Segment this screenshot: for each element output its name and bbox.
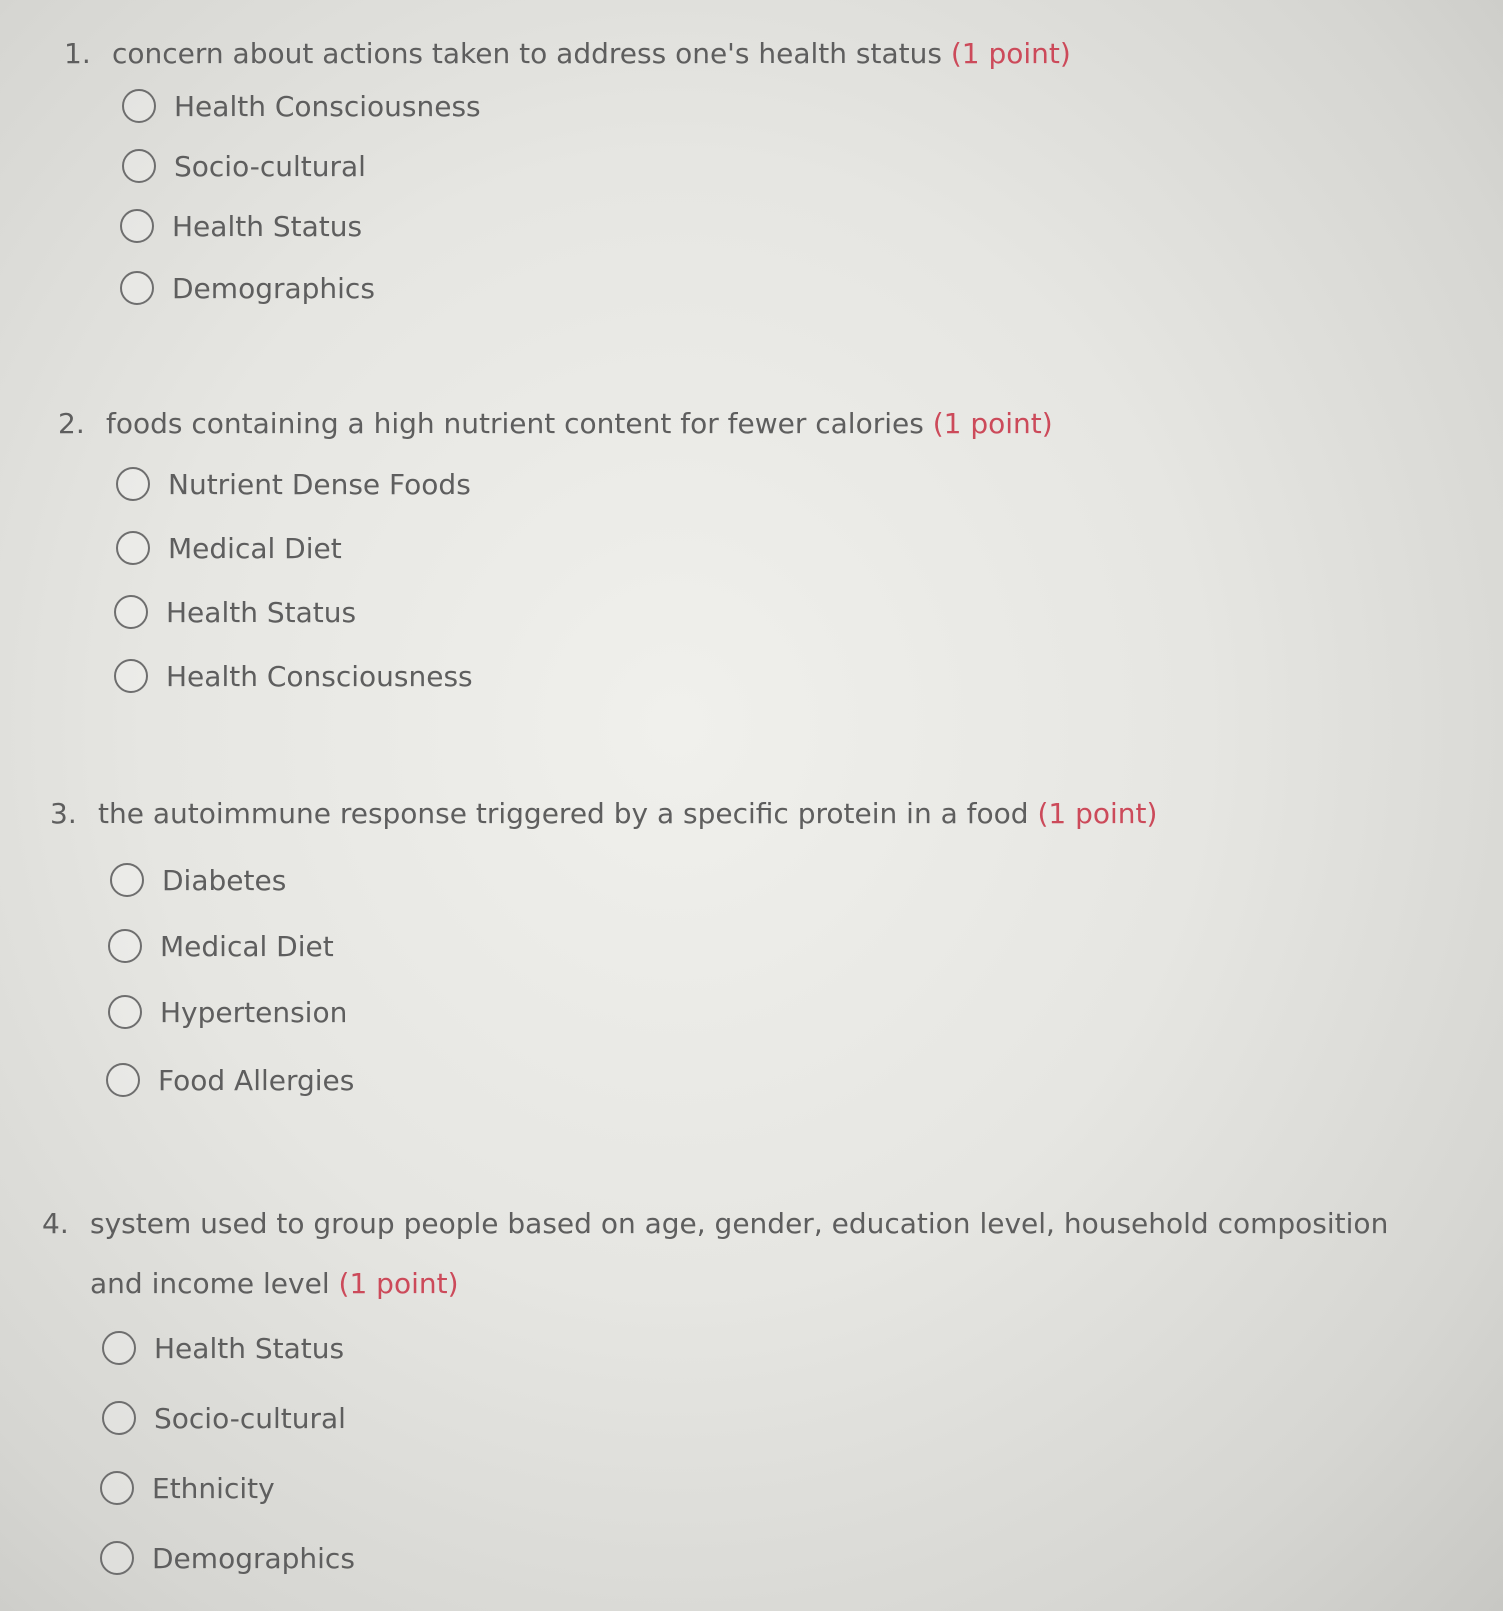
q4-option-health-status[interactable] <box>102 1326 344 1370</box>
option-label[interactable]: Ethnicity <box>152 1471 275 1505</box>
radio-button[interactable] <box>100 1541 134 1575</box>
option-label[interactable]: Health Status <box>154 1331 345 1365</box>
q2-option-health-consciousness[interactable] <box>114 654 473 698</box>
question-1-prompt <box>64 24 1071 84</box>
question-number: 2. <box>58 407 85 440</box>
q4-option-ethnicity[interactable] <box>100 1466 275 1510</box>
points-label: (1 point) <box>338 1267 459 1300</box>
option-label[interactable]: Socio-cultural <box>174 149 366 183</box>
question-number: 1. <box>64 37 91 70</box>
question-text-line-1: system used to group people based on age, gender, education level, household composition <box>90 1207 1389 1240</box>
option-label[interactable]: Nutrient Dense Foods <box>168 467 471 501</box>
radio-button[interactable] <box>114 595 148 629</box>
q3-option-diabetes[interactable] <box>110 858 286 902</box>
radio-button[interactable] <box>108 929 142 963</box>
question-number: 4. <box>42 1207 69 1240</box>
q1-option-health-consciousness[interactable] <box>122 84 481 128</box>
option-label[interactable]: Medical Diet <box>160 929 334 963</box>
q1-option-demographics[interactable] <box>120 266 375 310</box>
q3-option-food-allergies[interactable] <box>106 1058 354 1102</box>
q2-option-nutrient-dense-foods[interactable] <box>116 462 471 506</box>
option-label[interactable]: Health Consciousness <box>166 659 473 693</box>
radio-button[interactable] <box>120 271 154 305</box>
option-label[interactable]: Health Status <box>172 209 363 243</box>
q1-option-socio-cultural[interactable] <box>122 144 366 188</box>
option-label[interactable]: Food Allergies <box>158 1063 355 1097</box>
radio-button[interactable] <box>114 659 148 693</box>
radio-button[interactable] <box>100 1471 134 1505</box>
radio-button[interactable] <box>120 209 154 243</box>
q3-option-hypertension[interactable] <box>108 990 347 1034</box>
option-label[interactable]: Demographics <box>172 271 375 305</box>
option-label[interactable]: Socio-cultural <box>154 1401 346 1435</box>
option-label[interactable]: Health Consciousness <box>174 89 481 123</box>
q1-option-health-status[interactable] <box>120 204 362 248</box>
points-label: (1 point) <box>1037 797 1158 830</box>
radio-button[interactable] <box>106 1063 140 1097</box>
option-label[interactable]: Demographics <box>152 1541 355 1575</box>
question-3-prompt <box>50 784 1157 844</box>
option-label[interactable]: Diabetes <box>162 863 287 897</box>
question-text: foods containing a high nutrient content for fewer calories <box>106 407 924 440</box>
q3-option-medical-diet[interactable] <box>108 924 334 968</box>
question-text: the autoimmune response triggered by a specific protein in a food <box>98 797 1029 830</box>
q2-option-health-status[interactable] <box>114 590 356 634</box>
option-label[interactable]: Health Status <box>166 595 357 629</box>
radio-button[interactable] <box>108 995 142 1029</box>
points-label: (1 point) <box>950 37 1071 70</box>
question-text-line-2: and income level <box>90 1267 330 1300</box>
q4-option-socio-cultural[interactable] <box>102 1396 346 1440</box>
radio-button[interactable] <box>116 531 150 565</box>
option-label[interactable]: Hypertension <box>160 995 348 1029</box>
option-label[interactable]: Medical Diet <box>168 531 342 565</box>
q4-option-demographics[interactable] <box>100 1536 355 1580</box>
radio-button[interactable] <box>102 1401 136 1435</box>
radio-button[interactable] <box>122 89 156 123</box>
q2-option-medical-diet[interactable] <box>116 526 342 570</box>
question-2-prompt <box>58 394 1053 454</box>
question-number: 3. <box>50 797 77 830</box>
radio-button[interactable] <box>116 467 150 501</box>
question-text: concern about actions taken to address one's health status <box>112 37 942 70</box>
points-label: (1 point) <box>932 407 1053 440</box>
question-4-prompt <box>42 1194 1388 1314</box>
radio-button[interactable] <box>102 1331 136 1365</box>
radio-button[interactable] <box>122 149 156 183</box>
radio-button[interactable] <box>110 863 144 897</box>
